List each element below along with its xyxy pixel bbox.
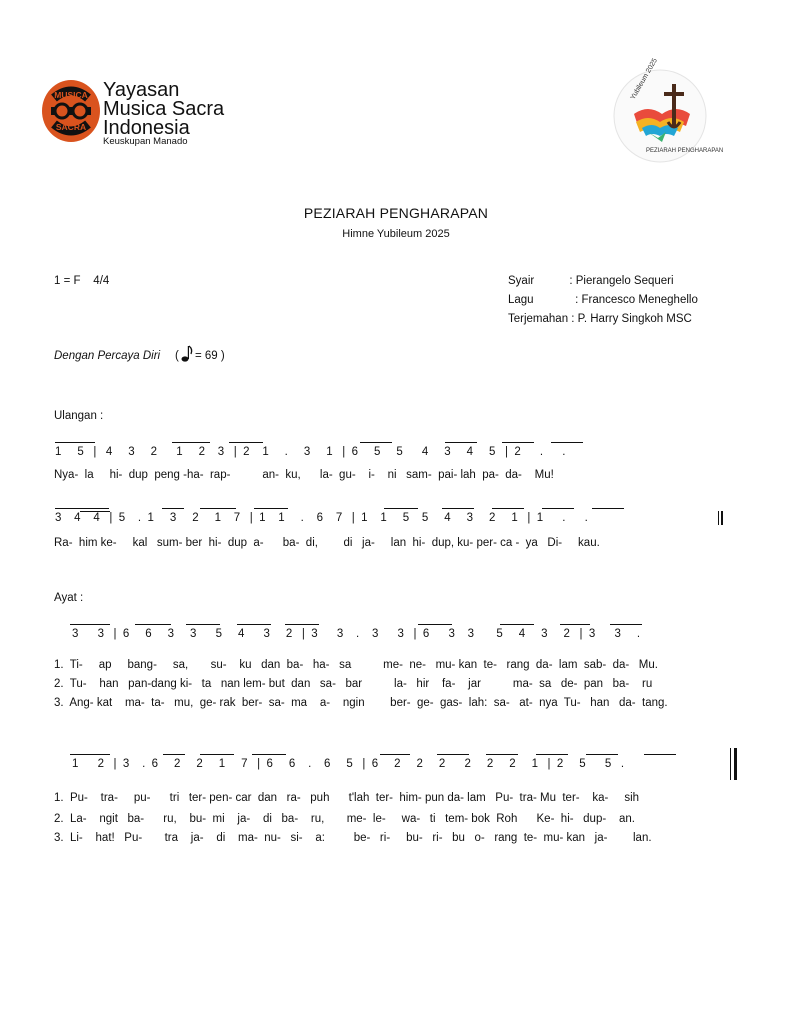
org-name-line1: Yayasan [103,79,180,101]
jubilee-emblem-icon [612,57,724,166]
jubilee-bottom-text: PEZIARAH PENGHARAPAN [646,148,724,154]
refrain-lyrics-line1: Nya- la hi- dup peng -ha- rap- an- ku, la- gu- i- ni sam- pai- lah pa- da- Mu! [54,469,554,481]
verse3-lyrics-part1: 3. Ang- kat ma- ta- mu, ge- rak ber- sa- ma a- ngin ber- ge- gas- lah: sa- at- nya Tu- han da- tang. [54,697,668,709]
verse1-lyrics-part1: 1. Ti- ap bang- sa, su- ku dan ba- ha- sa me- ne- mu- kan te- rang da- lam sab- da- Mu. [54,659,658,671]
verse1-lyrics-part2: 1. Pu- tra- pu- tri ter- pen- car dan ra- puh t'lah ter- him- pun da- lam Pu- tra- Mu ter- ka- sih [54,792,640,804]
page-subtitle: Himne Yubileum 2025 [342,228,450,240]
logo-bottom-text: SACRA [55,122,87,132]
key-signature: 1 = F 4/4 [54,275,110,287]
org-name-line4: Keuskupan Manado [103,136,188,147]
verse-notes-line1: 3 3 | 6 6 3 3 5 4 3 2 | 3 3 . 3 3 | 6 3 3 5 4 3 2 | 3 3 . [72,628,641,640]
logo-top-text: MUSICA [54,90,88,100]
credit-lagu: Lagu : Francesco Meneghello [508,294,698,306]
tempo-open: ( [175,350,179,362]
tempo-value: = 69 ) [195,350,225,362]
verse2-lyrics-part1: 2. Tu- han pan-dang ki- ta nan lem- but dan sa- bar la- hir fa- jar ma- sa de- pan ba- ru [54,678,653,690]
refrain-notes-line2: 3 4 4 | 5 . 1 3 2 1 7 | 1 1 . 6 7 | 1 1 5 5 4 3 2 1 | 1 . . [55,512,588,524]
musica-sacra-emblem-icon [40,78,102,144]
eighth-note-icon [181,344,193,369]
final-barline [718,511,723,525]
ayat-label: Ayat : [54,592,84,604]
verse-notes-line2: 1 2 | 3 . 6 2 2 1 7 | 6 6 . 6 5 | 6 2 2 2 2 2 2 1 | 2 5 5 . [72,758,625,770]
verse-final-barline [730,748,737,780]
jubilee-top-text: Yubileum 2025 [629,57,659,101]
tempo-text: Dengan Percaya Diri [54,350,161,362]
refrain-lyrics-line2: Ra- him ke- kal sum- ber hi- dup a- ba- di, di ja- lan hi- dup, ku- per- ca - ya Di- kau. [54,537,600,549]
credit-terjemahan: Terjemahan : P. Harry Singkoh MSC [508,313,692,325]
org-name-line3: Indonesia [103,117,190,139]
verse3-lyrics-part2: 3. Li- hat! Pu- tra ja- di ma- nu- si- a: be- ri- bu- ri- bu o- rang te- mu- kan ja- lan. [54,832,652,844]
jubilee-logo [612,57,724,166]
page-title: PEZIARAH PENGHARAPAN [303,205,489,221]
credit-syair: Syair : Pierangelo Sequeri [508,275,674,287]
refrain-notes-line1: 1 5 | 4 3 2 1 2 3 | 2 1 . 3 1 | 6 5 5 4 3 4 5 | 2 . . [55,446,566,458]
ulangan-label: Ulangan : [54,410,104,422]
org-name-line2: Musica Sacra [103,98,225,120]
musica-sacra-logo [40,78,102,144]
verse2-lyrics-part2: 2. La- ngit ba- ru, bu- mi ja- di ba- ru, me- le- wa- ti tem- bok Roh Ke- hi- dup- an. [54,813,635,825]
